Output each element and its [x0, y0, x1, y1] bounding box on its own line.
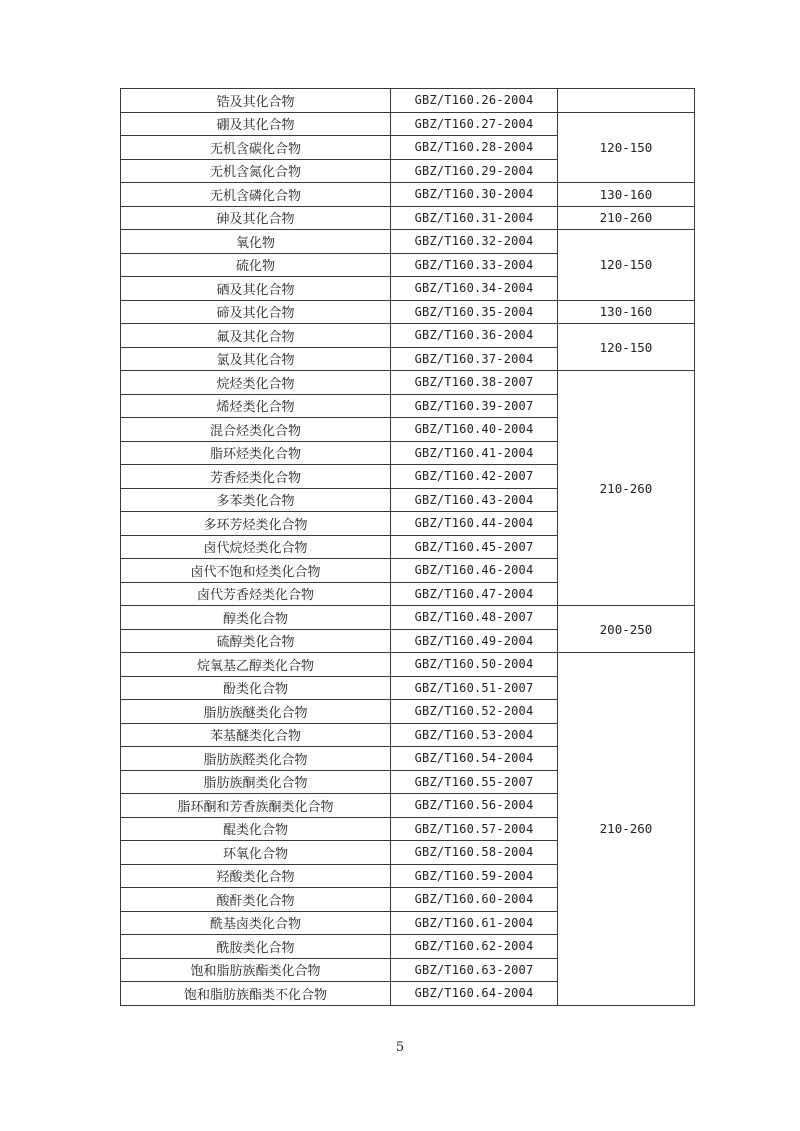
compound-name-cell: 烯烃类化合物: [121, 394, 391, 418]
standard-code-cell: GBZ/T160.39-2007: [391, 394, 558, 418]
standard-code-cell: GBZ/T160.40-2004: [391, 418, 558, 442]
standard-code-cell: GBZ/T160.34-2004: [391, 277, 558, 301]
standard-code-cell: GBZ/T160.58-2004: [391, 841, 558, 865]
range-cell: 130-160: [558, 300, 695, 324]
standards-table: [120, 88, 695, 1006]
compound-name-cell: 环氧化合物: [121, 841, 391, 865]
compound-name-cell: 无机含碳化合物: [121, 136, 391, 160]
compound-name-cell: 酰胺类化合物: [121, 935, 391, 959]
standard-code-cell: GBZ/T160.29-2004: [391, 159, 558, 183]
compound-name-cell: 硫醇类化合物: [121, 629, 391, 653]
standard-code-cell: GBZ/T160.56-2004: [391, 794, 558, 818]
compound-name-cell: 硼及其化合物: [121, 112, 391, 136]
range-cell: 130-160: [558, 183, 695, 207]
standard-code-cell: GBZ/T160.57-2004: [391, 817, 558, 841]
compound-name-cell: 醌类化合物: [121, 817, 391, 841]
table-row: [121, 206, 695, 230]
standard-code-cell: GBZ/T160.55-2007: [391, 770, 558, 794]
compound-name-cell: 氧化物: [121, 230, 391, 254]
compound-name-cell: 无机含磷化合物: [121, 183, 391, 207]
range-cell: 120-150: [558, 112, 695, 183]
range-cell: 210-260: [558, 371, 695, 606]
compound-name-cell: 锆及其化合物: [121, 89, 391, 113]
standard-code-cell: GBZ/T160.41-2004: [391, 441, 558, 465]
standard-code-cell: GBZ/T160.42-2007: [391, 465, 558, 489]
compound-name-cell: 烷烃类化合物: [121, 371, 391, 395]
compound-name-cell: 氯及其化合物: [121, 347, 391, 371]
table-row: [121, 653, 695, 677]
standard-code-cell: GBZ/T160.60-2004: [391, 888, 558, 912]
standard-code-cell: GBZ/T160.59-2004: [391, 864, 558, 888]
standard-code-cell: GBZ/T160.35-2004: [391, 300, 558, 324]
standard-code-cell: GBZ/T160.31-2004: [391, 206, 558, 230]
compound-name-cell: 脂环烃类化合物: [121, 441, 391, 465]
range-cell: 120-150: [558, 324, 695, 371]
compound-name-cell: 卤代烷烃类化合物: [121, 535, 391, 559]
compound-name-cell: 饱和脂肪族酯类不化合物: [121, 982, 391, 1006]
compound-name-cell: 硫化物: [121, 253, 391, 277]
standard-code-cell: GBZ/T160.33-2004: [391, 253, 558, 277]
standard-code-cell: GBZ/T160.54-2004: [391, 747, 558, 771]
standard-code-cell: GBZ/T160.45-2007: [391, 535, 558, 559]
compound-name-cell: 脂肪族醚类化合物: [121, 700, 391, 724]
range-cell: [558, 89, 695, 113]
standard-code-cell: GBZ/T160.44-2004: [391, 512, 558, 536]
compound-name-cell: 苯基醚类化合物: [121, 723, 391, 747]
compound-name-cell: 饱和脂肪族酯类化合物: [121, 958, 391, 982]
standard-code-cell: GBZ/T160.48-2007: [391, 606, 558, 630]
compound-name-cell: 碲及其化合物: [121, 300, 391, 324]
standard-code-cell: GBZ/T160.46-2004: [391, 559, 558, 583]
standard-code-cell: GBZ/T160.51-2007: [391, 676, 558, 700]
compound-name-cell: 混合烃类化合物: [121, 418, 391, 442]
table-row: [121, 89, 695, 113]
table-row: [121, 606, 695, 630]
compound-name-cell: 硒及其化合物: [121, 277, 391, 301]
compound-name-cell: 砷及其化合物: [121, 206, 391, 230]
standard-code-cell: GBZ/T160.28-2004: [391, 136, 558, 160]
table-row: [121, 371, 695, 395]
standard-code-cell: GBZ/T160.61-2004: [391, 911, 558, 935]
standard-code-cell: GBZ/T160.36-2004: [391, 324, 558, 348]
compound-name-cell: 卤代芳香烃类化合物: [121, 582, 391, 606]
compound-name-cell: 醇类化合物: [121, 606, 391, 630]
standard-code-cell: GBZ/T160.37-2004: [391, 347, 558, 371]
standard-code-cell: GBZ/T160.49-2004: [391, 629, 558, 653]
standard-code-cell: GBZ/T160.64-2004: [391, 982, 558, 1006]
range-cell: 200-250: [558, 606, 695, 653]
compound-name-cell: 酚类化合物: [121, 676, 391, 700]
standard-code-cell: GBZ/T160.27-2004: [391, 112, 558, 136]
standard-code-cell: GBZ/T160.53-2004: [391, 723, 558, 747]
range-cell: 210-260: [558, 206, 695, 230]
standard-code-cell: GBZ/T160.26-2004: [391, 89, 558, 113]
compound-name-cell: 烷氧基乙醇类化合物: [121, 653, 391, 677]
compound-name-cell: 酸酐类化合物: [121, 888, 391, 912]
table-row: [121, 183, 695, 207]
table-row: [121, 300, 695, 324]
compound-name-cell: 无机含氮化合物: [121, 159, 391, 183]
standard-code-cell: GBZ/T160.38-2007: [391, 371, 558, 395]
standard-code-cell: GBZ/T160.32-2004: [391, 230, 558, 254]
standard-code-cell: GBZ/T160.30-2004: [391, 183, 558, 207]
standard-code-cell: GBZ/T160.43-2004: [391, 488, 558, 512]
table-row: [121, 112, 695, 136]
range-cell: 120-150: [558, 230, 695, 301]
table-row: [121, 230, 695, 254]
compound-name-cell: 羟酸类化合物: [121, 864, 391, 888]
compound-name-cell: 卤代不饱和烃类化合物: [121, 559, 391, 583]
standard-code-cell: GBZ/T160.62-2004: [391, 935, 558, 959]
compound-name-cell: 芳香烃类化合物: [121, 465, 391, 489]
compound-name-cell: 脂肪族酮类化合物: [121, 770, 391, 794]
standard-code-cell: GBZ/T160.47-2004: [391, 582, 558, 606]
compound-name-cell: 脂肪族醛类化合物: [121, 747, 391, 771]
range-cell: 210-260: [558, 653, 695, 1006]
compound-name-cell: 脂环酮和芳香族酮类化合物: [121, 794, 391, 818]
standard-code-cell: GBZ/T160.63-2007: [391, 958, 558, 982]
compound-name-cell: 氟及其化合物: [121, 324, 391, 348]
standard-code-cell: GBZ/T160.50-2004: [391, 653, 558, 677]
standard-code-cell: GBZ/T160.52-2004: [391, 700, 558, 724]
page-number: 5: [395, 1040, 405, 1055]
compound-name-cell: 多环芳烃类化合物: [121, 512, 391, 536]
compound-name-cell: 多苯类化合物: [121, 488, 391, 512]
table-row: [121, 324, 695, 348]
compound-name-cell: 酰基卤类化合物: [121, 911, 391, 935]
table-body: [121, 89, 695, 1006]
